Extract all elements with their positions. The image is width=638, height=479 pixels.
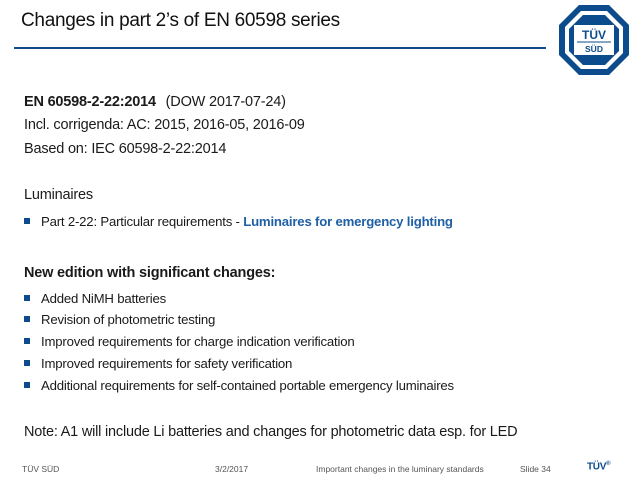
change-text: Improved requirements for charge indication verification [41,334,355,349]
note-line: Note: A1 will include Li batteries and changes for photometric data esp. for LED [24,424,518,440]
part-bullet-text: Part 2-22: Particular requirements - [41,214,244,229]
part-bullet-highlight: Luminaires for emergency lighting [243,214,453,229]
footer-slide-number: Slide 34 [520,464,551,474]
list-item [24,291,166,306]
slide-footer [0,459,638,479]
title-divider [14,47,546,49]
bullet-icon [24,382,30,388]
footer-logo-text: TÜV [587,461,607,473]
bullet-icon [24,295,30,301]
change-text: Added NiMH batteries [41,291,167,306]
logo-line1: TÜV [582,28,606,42]
list-item [24,312,215,327]
bullet-icon [24,218,30,224]
dow-date: (DOW 2017-07-24) [165,94,286,110]
corrigenda-line: Incl. corrigenda: AC: 2015, 2016-05, 2016-09 [24,117,305,133]
page-title: Changes in part 2’s of EN 60598 series [21,10,340,31]
list-item [24,334,355,349]
section-heading: Luminaires [24,187,93,203]
logo-line2: SÜD [585,44,603,54]
based-on-line: Based on: IEC 60598-2-22:2014 [24,141,227,157]
standard-code: EN 60598-2-22:2014 [24,94,156,110]
standard-line [24,94,286,110]
list-item [24,378,454,393]
footer-date: 3/2/2017 [215,464,249,474]
changes-heading: New edition with significant changes: [24,265,276,281]
tuv-sud-logo [557,3,631,77]
footer-topic: Important changes in the luminary standards [316,464,484,474]
bullet-icon [24,316,30,322]
list-item [24,356,292,371]
footer-logo [587,461,610,472]
change-text: Additional requirements for self-contained portable emergency luminaires [41,378,454,393]
change-text: Revision of photometric testing [41,312,216,327]
footer-company: TÜV SÜD [22,464,60,474]
registered-mark: ® [606,461,611,467]
bullet-icon [24,338,30,344]
list-item [24,214,453,229]
change-text: Improved requirements for safety verification [41,356,293,371]
bullet-icon [24,360,30,366]
